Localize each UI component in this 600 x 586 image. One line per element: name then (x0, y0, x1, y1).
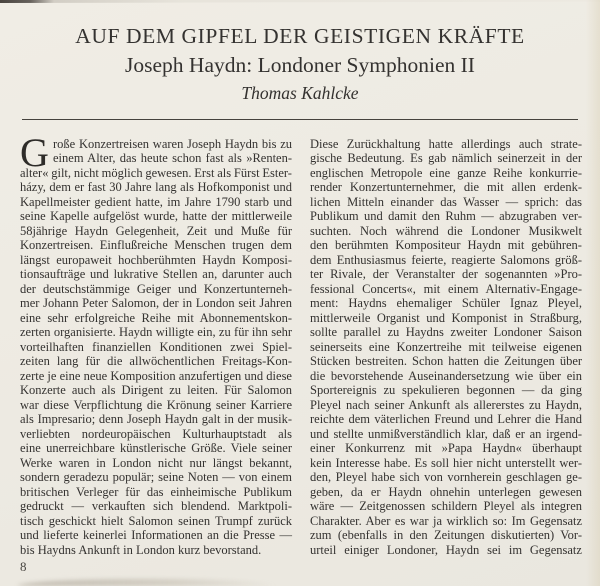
text-line: seine Kapelle aufgelöst wurde, hatte der mittlerweile (20, 209, 292, 224)
scan-edge-right (586, 0, 600, 586)
text-line: mittlerweile Organist und Komponist in Straßburg, (310, 310, 582, 325)
column-right (310, 137, 582, 558)
text-line: házy, dem er fast 30 Jahre lang als Hofkomponist und (20, 180, 292, 195)
text-line: fessional Concerts«, mit einem Alternativ-Engage- (310, 281, 582, 296)
text-line: mer Johann Peter Salomon, der in London seit Jahren (20, 296, 292, 311)
text-line: Werke waren in London nicht nur längst bekannt, (20, 455, 292, 470)
text-line: war diese Verpflichtung die Krönung seiner Karriere (20, 397, 292, 412)
text-line: zum (ebenfalls in den Zeitungen diskutierten) Vor- (310, 528, 583, 543)
text-line: geben, da er Haydn ohnehin unterlegen gewesen (310, 484, 583, 499)
text-line: gische Bedeutung. Es gab nämlich seinerzeit in der (310, 151, 582, 166)
text-line: Publikum und damit den Ruhm — abzugraben ver- (310, 209, 582, 224)
text-line: längst europaweit hochberühmten Haydn Komposi- (20, 252, 293, 267)
text-line: Sportereignis zu spekulieren begonnen — da ging (310, 383, 582, 398)
text-line: zerte je eine neue Komposition anzufertigen und diese (20, 368, 292, 383)
text-line: Konzertreisen. Einflußreiche Menschen trugen dem (20, 238, 292, 253)
article-title: AUF DEM GIPFEL DER GEISTIGEN KRÄFTE (75, 24, 525, 48)
scan-edge-bottom (18, 579, 278, 586)
text-line: zerten organisierte. Haydn willigte ein, zu für ihn sehr (20, 325, 293, 340)
text-line: britischen Verleger für das einheimische Publikum (20, 484, 292, 499)
text-line: dem Enthusiasmus feierte, reagierte Salomons größ- (310, 252, 582, 267)
text-line: 58jährige Haydn Gelegenheit, Zeit und Muße für (20, 223, 292, 238)
text-line: zeiten lang für die allwöchentlichen Freitags-Kon- (20, 354, 292, 369)
text-line: den, Pleyel habe sich von vornherein geschlagen ge- (310, 470, 582, 485)
text-line: eine unerreichbare künstlerische Größe. Viele seiner (20, 441, 293, 456)
article-subtitle: Joseph Haydn: Londoner Symphonien II (125, 52, 475, 77)
text-line: lichen Mitteln einander das Wasser — sprich: das (310, 194, 583, 209)
text-line: render Konzertunternehmer, die mit allen erdenk- (310, 180, 582, 195)
text-line: roße Konzertreisen waren Joseph Haydn bis zu (53, 136, 292, 151)
article-header (0, 0, 600, 104)
text-line: einer Konkurrenz mit »Papa Haydn« überhaupt (310, 441, 582, 456)
text-line: Konzerte auch als Dirigent zu leiten. Für Salomon (20, 383, 292, 398)
text-line: Charakter. Aber es war ja wirklich so: Im Gegensatz (310, 513, 583, 528)
text-line: Kapellmeister gedient hatte, im Jahre 1790 starb und (20, 194, 293, 209)
text-line: tisch geschickt hielt Salomon seinen Trumpf zurück (20, 513, 292, 528)
text-line: als Impresario; denn Joseph Haydn galt in der musik- (20, 412, 293, 427)
drop-cap: G (20, 129, 49, 175)
author-byline: Thomas Kahlcke (241, 83, 359, 104)
column-left (20, 129, 293, 558)
text-line: sollte parallel zu Haydns zweiter Londoner Saison (310, 325, 582, 340)
text-line: reichte dem väterlichen Freund und Lehrer die Hand (310, 412, 582, 427)
article-body (20, 129, 583, 558)
text-line: die bevorstehende Auseinandersetzung wie über ein (310, 368, 582, 383)
divider-rule (22, 119, 578, 120)
text-line: der deutschstämmige Geiger und Konzertunterneh- (20, 281, 292, 296)
text-line: ment: Haydns ehemaliger Schüler Ignaz Pleyel, (310, 296, 583, 311)
text-line: den berühmten Kompositeur Haydn mit gebühren- (310, 238, 582, 253)
text-line: einem Alter, das heute schon fast als »Renten- (53, 151, 293, 166)
text-line: eine sehr erfolgreiche Reihe mit Abonnementskon- (20, 310, 292, 325)
text-line: englischen Metropole eine ganze Reihe konkurrie- (310, 165, 582, 180)
text-line: ter Rivale, der Veranstalter der sogenannten »Pro- (310, 267, 583, 282)
text-line: suchten. Noch während die Londoner Musikwelt (310, 223, 582, 238)
text-line: kein Interesse habe. Es soll hier nicht unterstellt wer- (310, 455, 583, 470)
text-line: Stücken bestreiten. Schon hatten die Zeitungen über (310, 354, 583, 369)
text-line: verliebten nordeuropäischen Kulturhauptstadt als (20, 426, 292, 441)
text-line: urteil einiger Londoner, Haydn sei im Gegensatz (310, 542, 582, 557)
text-line: sondern geradezu populär; seine Noten — von einem (20, 470, 292, 485)
text-line: seinerseits eine Konzertreihe mit teilweise eigenen (310, 339, 583, 354)
text-line: und lieferte keinerlei Informationen an die Presse — (20, 528, 292, 543)
text-line: bis Haydns Ankunft in London kurz bevorstand. (20, 542, 262, 557)
text-line: tionsaufträge und lukrative Stellen an, darunter auch (20, 267, 293, 282)
text-line: Pleyel nach seiner Ankunft als allererstes zu Haydn, (310, 397, 583, 412)
page-number: 8 (20, 559, 27, 574)
text-line: vorteilhaften finanziellen Konditionen zwei Spiel- (20, 339, 292, 354)
text-line: alter« gilt, nicht möglich gewesen. Erst als Fürst Ester- (20, 165, 292, 180)
text-line: Diese Zurückhaltung hatte allerdings auch strate- (310, 136, 582, 151)
text-line: gedruckt — verkauften sich blendend. Marktpoli- (20, 499, 292, 514)
text-line: wäre — Zeitgenossen schildern Pleyel als integren (310, 499, 582, 514)
text-line: und stellte unmißverständlich klar, daß er an irgend- (310, 426, 582, 441)
